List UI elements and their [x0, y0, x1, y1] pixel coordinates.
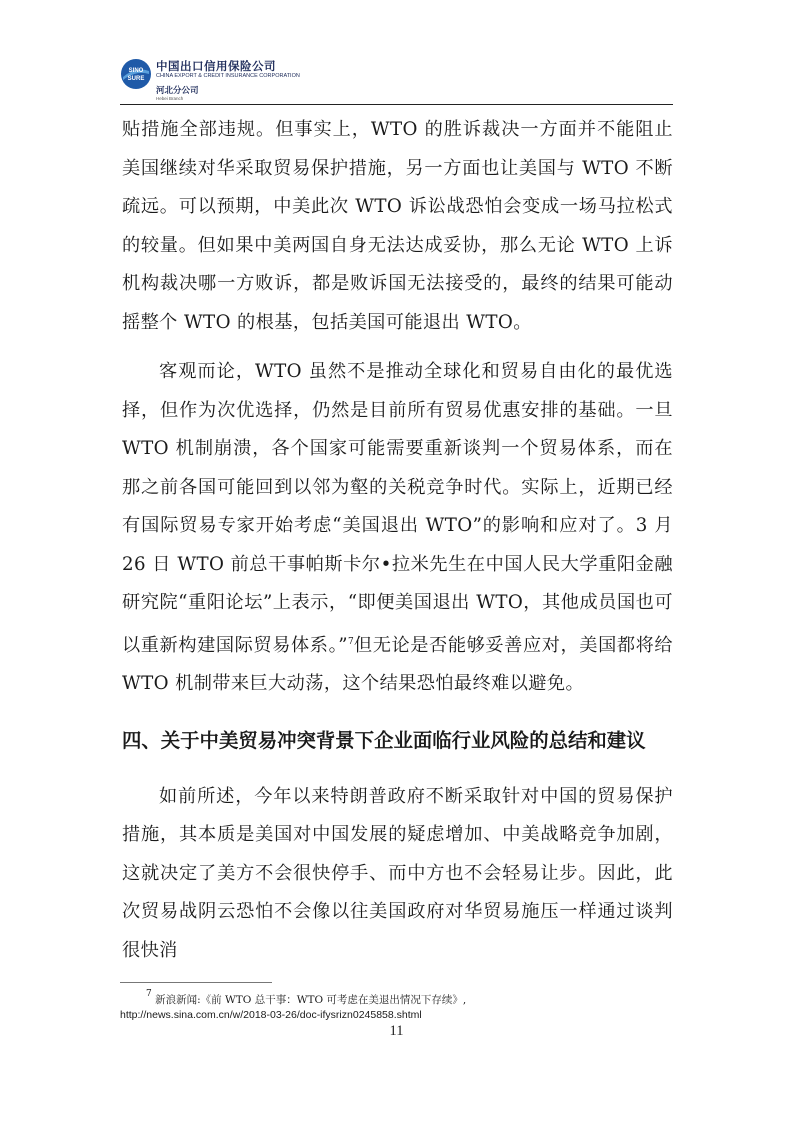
company-name — [156, 60, 300, 80]
sinosure-logo-icon — [120, 58, 152, 90]
footnote-divider — [120, 982, 272, 983]
page-number: 11 — [389, 1023, 404, 1039]
footnote — [120, 987, 680, 1023]
svg-text:SURE: SURE — [127, 76, 145, 82]
company-name-cn: 中国出口信用保险公司 — [156, 59, 276, 73]
paragraph-text: 但无论是否能够妥善应对，美国都将给 WTO 机制带来巨大动荡，这个结果恐怕最终难以避免。 — [122, 634, 673, 694]
footnote-text: 新浪新闻:《前 WTO 总干事：WTO 可考虑在美退出情况下存续》, — [155, 994, 467, 1006]
branch-name-en: Hebei Branch — [156, 96, 184, 101]
paragraph-continued: 贴措施全部违规。但事实上，WTO 的胜诉裁决一方面并不能阻止美国继续对华采取贸易保护措施，另一方面也让美国与 WTO 不断疏远。可以预期，中美此次 WTO 诉讼战恐怕会变成一场马拉松式的较量。但如果中美两国自身无法达成妥协，那么无论 WTO 上诉机构裁决哪一方败诉，都是败诉国无法接受的，最终的结果可能动摇整个 WTO 的根基，包括美国可能退出 WTO。 — [122, 119, 673, 333]
paragraph-summary: 如前所述，今年以来特朗普政府不断采取针对中国的贸易保护措施，其本质是美国对中国发展的疑虑增加、中美战略竞争加剧，这就决定了美方不会很快停手、而中方也不会轻易让步。因此，此次贸易战阴云恐怕不会像以往美国政府对华贸易施压一样通过谈判很快消 — [122, 785, 673, 961]
svg-text:SINO: SINO — [128, 68, 144, 74]
paragraph-text: 客观而论，WTO 虽然不是推动全球化和贸易自由化的最优选择，但作为次优选择，仍然是目前所有贸易优惠安排的基础。一旦 WTO 机制崩溃，各个国家可能需要重新谈判一个贸易体系，而在那之前各国可能回到以邻为壑的关税竞争时代。实际上，近期已经有国际贸易专家开始考虑“美国退出 WTO”的影响和应对了。3 月 26 日 WTO 前总干事帕斯卡尔•拉米先生在中国人民大学重阳金融研究院“重阳论坛”上表示，“即便美国退出 WTO，其他成员国也可以重新构建国际贸易体系。” — [122, 361, 673, 656]
header-divider — [120, 104, 673, 105]
footnote-source — [120, 987, 680, 1008]
footnote-reference[interactable]: 7 — [347, 636, 354, 647]
footnote-marker: 7 — [146, 989, 152, 999]
document-body — [122, 111, 673, 970]
section-heading: 四、关于中美贸易冲突背景下企业面临行业风险的总结和建议 — [122, 728, 646, 752]
branch-name-cn: 河北分公司 — [156, 86, 199, 96]
paragraph-wto-analysis — [122, 353, 673, 704]
footnote-link[interactable]: http://news.sina.com.cn/w/2018-03-26/doc-ifysrizn0245858.shtml — [120, 1009, 422, 1021]
page-header — [120, 52, 680, 108]
company-name-en: CHINA EXPORT & CREDIT INSURANCE CORPORATION — [156, 73, 300, 79]
